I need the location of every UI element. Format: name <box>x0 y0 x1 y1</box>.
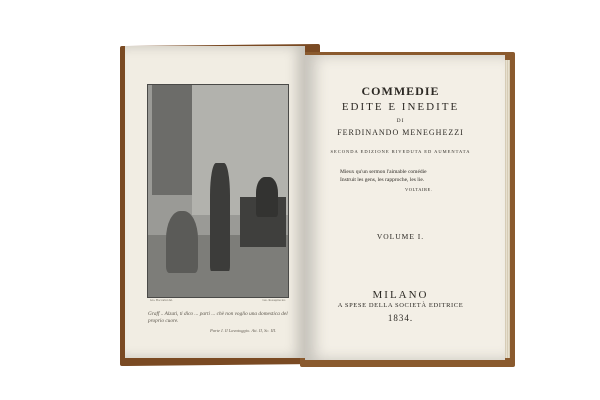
kneeling-woman-figure <box>166 211 198 273</box>
publication-city: MILANO <box>372 289 429 301</box>
publication-year: 1834. <box>387 313 414 323</box>
volume-label: VOLUME I. <box>376 232 425 241</box>
frontispiece-caption: Graff .. Alzati, ti dico ... parti ... chè non voglio una domestica del proprio cuore. <box>148 311 288 324</box>
epigraph-author: VOLTAIRE. <box>405 187 433 192</box>
book-title: COMMEDIE <box>361 84 440 98</box>
engraver-left: Gio. Boccarini del. <box>150 298 173 302</box>
engraver-right: Gio. Rosaspina inc. <box>262 298 286 302</box>
epigraph-line-1: Mieux qu'un sermon l'aimable comédie <box>340 169 427 175</box>
caption-source: Parte I. Il Lavatoggio. Att. II, Sc. III. <box>210 328 277 333</box>
publisher-line: A SPESE DELLA SOCIETÀ EDITRICE <box>337 302 464 309</box>
standing-man-figure <box>210 163 230 271</box>
edition-line: SECONDA EDIZIONE RIVEDUTA ED AUMENTATA <box>330 149 471 154</box>
engraver-credits <box>150 298 286 304</box>
epigraph <box>340 168 465 184</box>
book-subtitle: EDITE E INEDITE <box>341 101 460 113</box>
title-di: DI <box>396 118 405 124</box>
engraved-illustration <box>147 84 289 298</box>
author-name: FERDINANDO MENEGHEZZI <box>337 128 464 137</box>
seated-man-figure <box>256 177 278 217</box>
epigraph-line-2: Instruit les gens, les rapproche, les lie. <box>340 177 425 183</box>
illustration-curtain <box>152 85 192 195</box>
